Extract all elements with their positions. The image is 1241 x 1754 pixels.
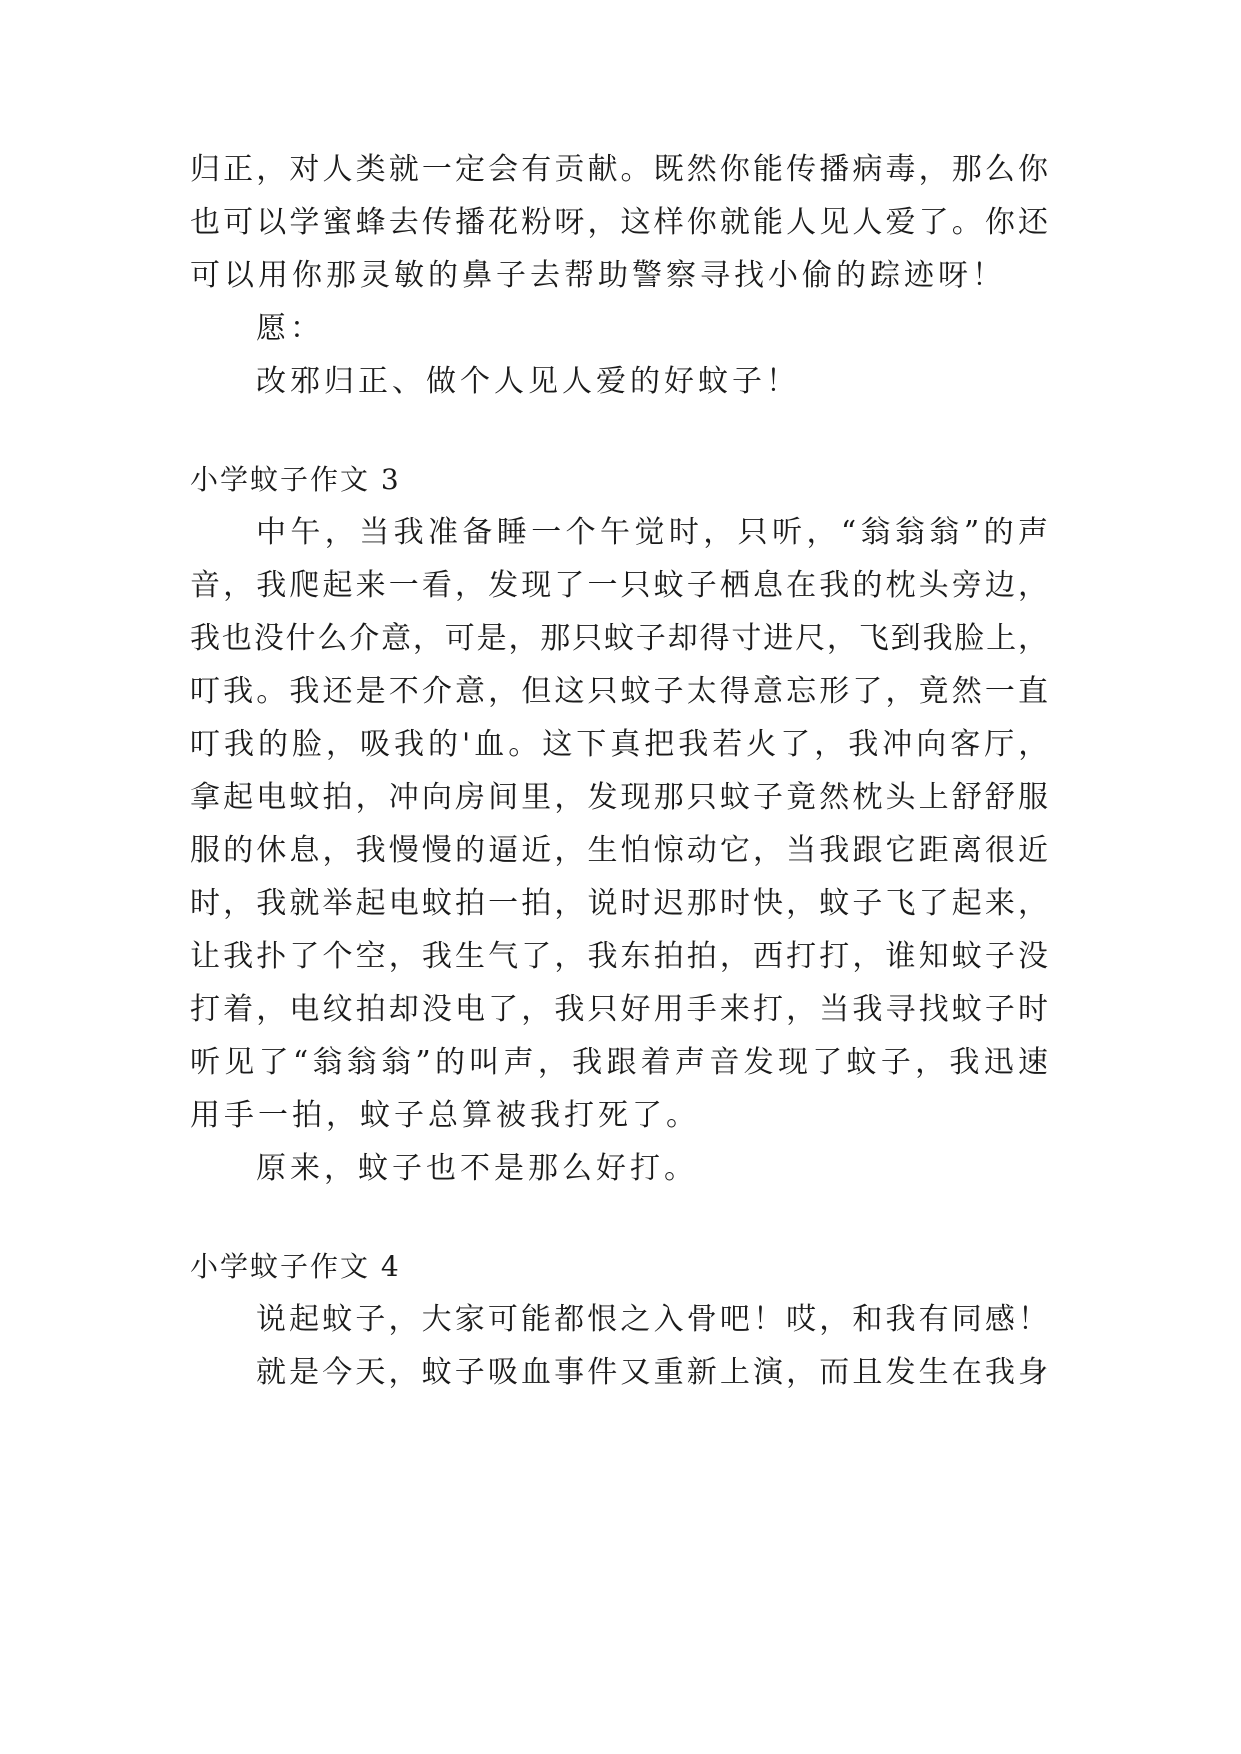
- paragraph-line: 愿：: [256, 311, 324, 346]
- paragraph-line: 说起蚊子，大家可能都恨之入骨吧！哎，和我有同感！: [256, 1302, 1048, 1337]
- paragraph-line: 叮我的脸，吸我的'血。这下真把我若火了，我冲向客厅，: [190, 727, 1053, 762]
- paragraph-line: 音，我爬起来一看，发现了一只蚊子栖息在我的枕头旁边，: [190, 568, 1048, 603]
- essay-heading: 小学蚊子作文 3: [190, 463, 401, 496]
- paragraph-line: 可以用你那灵敏的鼻子去帮助警察寻找小偷的踪迹呀！: [190, 258, 1006, 293]
- paragraph-line: 我也没什么介意，可是，那只蚊子却得寸进尺，飞到我脸上，: [190, 621, 1048, 656]
- paragraph-line: 就是今天，蚊子吸血事件又重新上演，而且发生在我身: [256, 1355, 1048, 1390]
- paragraph-line: 让我扑了个空，我生气了，我东拍拍，西打打，谁知蚊子没: [190, 939, 1048, 974]
- paragraph-line: 服的休息，我慢慢的逼近，生怕惊动它，当我跟它距离很近: [190, 833, 1048, 868]
- paragraph-line: 中午，当我准备睡一个午觉时，只听，“翁翁翁”的声: [256, 515, 1048, 550]
- paragraph-line: 归正，对人类就一定会有贡献。既然你能传播病毒，那么你: [190, 152, 1048, 187]
- paragraph-line: 原来，蚊子也不是那么好打。: [256, 1151, 698, 1186]
- paragraph-line: 拿起电蚊拍，冲向房间里，发现那只蚊子竟然枕头上舒舒服: [190, 780, 1048, 815]
- paragraph-line: 改邪归正、做个人见人爱的好蚊子！: [256, 364, 800, 399]
- paragraph-line: 听见了“翁翁翁”的叫声，我跟着声音发现了蚊子，我迅速: [190, 1045, 1048, 1080]
- paragraph-line: 时，我就举起电蚊拍一拍，说时迟那时快，蚊子飞了起来，: [190, 886, 1048, 921]
- essay-heading: 小学蚊子作文 4: [190, 1250, 401, 1283]
- paragraph-line: 叮我。我还是不介意，但这只蚊子太得意忘形了，竟然一直: [190, 674, 1048, 709]
- paragraph-line: 也可以学蜜蜂去传播花粉呀，这样你就能人见人爱了。你还: [190, 205, 1048, 240]
- paragraph-line: 打着，电纹拍却没电了，我只好用手来打，当我寻找蚊子时: [190, 992, 1048, 1027]
- paragraph-line: 用手一拍，蚊子总算被我打死了。: [190, 1098, 700, 1133]
